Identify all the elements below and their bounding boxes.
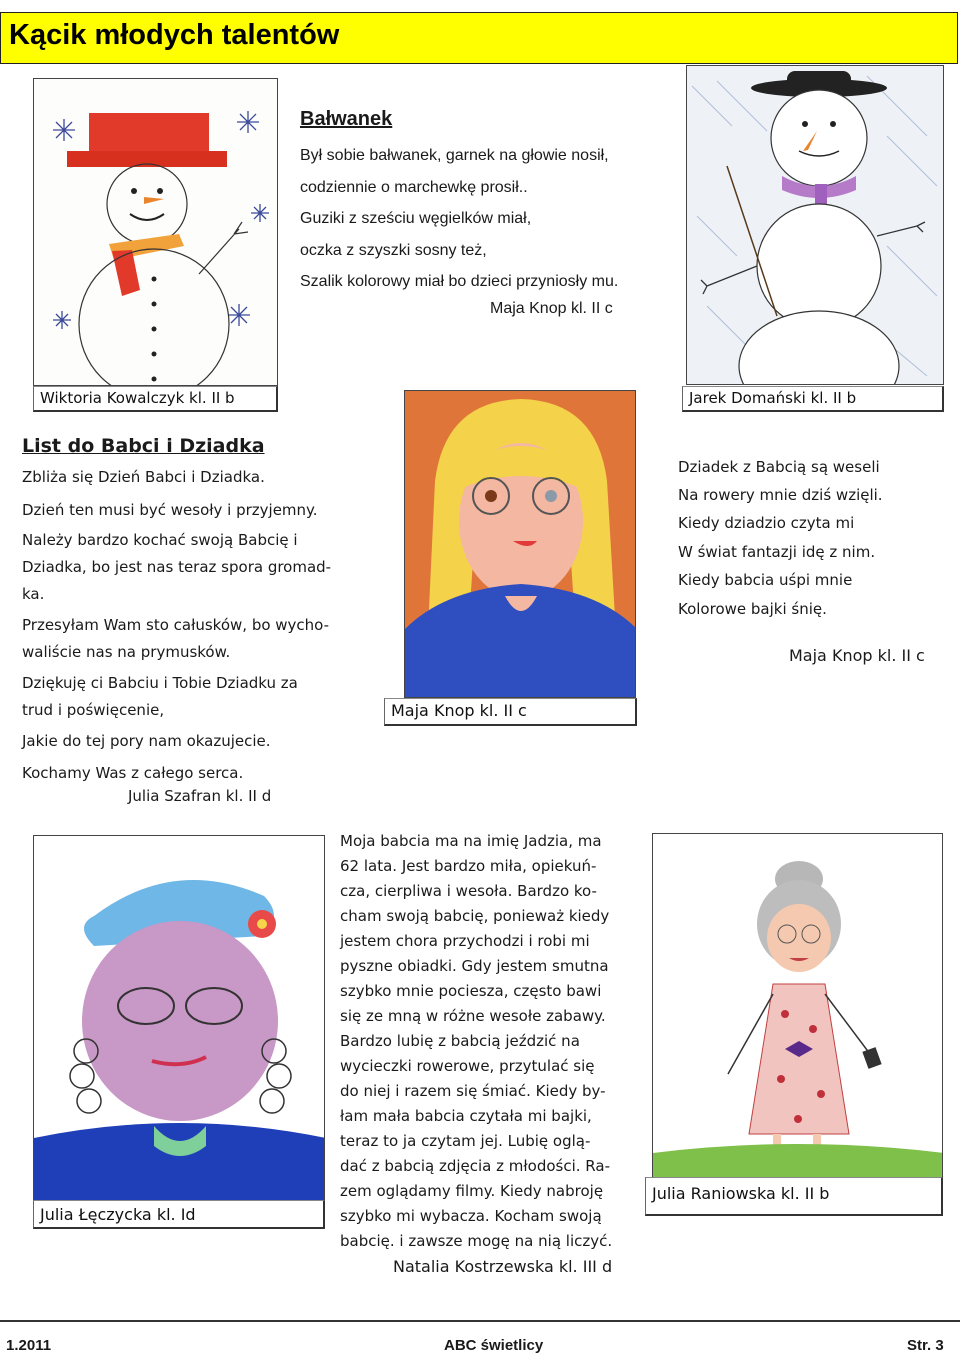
poem-balwanek-title: Bałwanek bbox=[300, 108, 393, 130]
poem-balwanek-text bbox=[300, 140, 675, 298]
story-line: jestem chora przychodzi i robi mi bbox=[340, 932, 590, 950]
poem-line: oczka z szyszki sosny też, bbox=[300, 241, 487, 259]
grandma-portrait-illustration bbox=[405, 391, 636, 698]
story-line: 62 lata. Jest bardzo miła, opiekuń- bbox=[340, 857, 597, 875]
letter-line: waliście nas na prymusków. bbox=[22, 643, 231, 661]
letter-line: Dziękuję ci Babciu i Tobie Dziadku za bbox=[22, 674, 298, 692]
story-text bbox=[340, 832, 640, 1257]
poem-balwanek-author: Maja Knop kl. II c bbox=[490, 300, 613, 317]
snowman-right-illustration bbox=[687, 66, 944, 385]
poem-line: Na rowery mnie dziś wzięli. bbox=[678, 486, 883, 504]
story-line: teraz to ja czytam jej. Lubię oglą- bbox=[340, 1132, 591, 1150]
hat bbox=[787, 71, 851, 89]
snowman-right-drawing bbox=[686, 65, 944, 385]
poem-dziadek-text bbox=[678, 458, 948, 628]
letter-line: ka. bbox=[22, 585, 45, 603]
grandma-standing-illustration bbox=[653, 834, 943, 1180]
story-line: dać z babcią zdjęcia z młodości. Ra- bbox=[340, 1157, 610, 1175]
poem-line: Był sobie bałwanek, garnek na głowie nosił, bbox=[300, 147, 609, 164]
story-line: babcię. i zawsze mogę na nią liczyć. bbox=[340, 1232, 613, 1250]
poem-line: Kiedy babcia uśpi mnie bbox=[678, 571, 853, 589]
story-line: pyszne obiadki. Gdy jestem smutna bbox=[340, 957, 609, 975]
story-line: wycieczki rowerowe, przytulać się bbox=[340, 1057, 595, 1075]
face bbox=[82, 921, 278, 1121]
letter-text bbox=[22, 468, 367, 792]
hat-brim bbox=[67, 151, 227, 167]
poem-line: Kiedy dziadzio czyta mi bbox=[678, 514, 855, 532]
story-line: cham swoją babcię, ponieważ kiedy bbox=[340, 907, 610, 925]
grandma-portrait-caption: Maja Knop kl. II c bbox=[384, 698, 637, 726]
poem-line: Dziadek z Babcią są weseli bbox=[678, 458, 880, 476]
letter-line: trud i poświęcenie, bbox=[22, 701, 165, 719]
footer-date: 1.2011 bbox=[6, 1337, 52, 1354]
letter-author: Julia Szafran kl. II d bbox=[128, 787, 272, 805]
footer-page: Str. 3 bbox=[907, 1337, 944, 1354]
letter-line: Dziadka, bo jest nas teraz spora gromad- bbox=[22, 558, 332, 576]
face bbox=[767, 904, 831, 972]
letter-line: Dzień ten musi być wesoły i przyjemny. bbox=[22, 501, 318, 519]
snowman-left-illustration bbox=[34, 79, 278, 386]
hat bbox=[89, 113, 209, 155]
poem-dziadek-author: Maja Knop kl. II c bbox=[789, 646, 925, 665]
story-line: Bardzo lubię z babcią jeździć na bbox=[340, 1032, 580, 1050]
letter-line: Kochamy Was z całego serca. bbox=[22, 764, 244, 782]
sweater bbox=[34, 1123, 325, 1207]
snowman-body bbox=[757, 204, 881, 328]
story-line: szybko mnie pociesza, często bawi bbox=[340, 982, 602, 1000]
letter-line: Przesyłam Wam sto całusków, bo wycho- bbox=[22, 616, 330, 634]
story-line: Moja babcia ma na imię Jadzia, ma bbox=[340, 832, 602, 850]
story-line: cza, cierpliwa i wesoła. Bardzo ko- bbox=[340, 882, 597, 900]
footer-divider bbox=[0, 1320, 960, 1322]
grandma-standing-caption: Julia Raniowska kl. II b bbox=[645, 1177, 943, 1216]
snowman-head bbox=[107, 164, 187, 244]
snowman-left-caption: Wiktoria Kowalczyk kl. II b bbox=[33, 386, 278, 412]
story-author: Natalia Kostrzewska kl. III d bbox=[393, 1257, 613, 1276]
snowman-head bbox=[771, 90, 867, 186]
snowman-right-caption: Jarek Domański kl. II b bbox=[682, 386, 944, 412]
grass bbox=[653, 1144, 943, 1180]
letter-line: Należy bardzo kochać swoją Babcię i bbox=[22, 531, 298, 549]
story-line: szybko mi wybacza. Kocham swoją bbox=[340, 1207, 602, 1225]
letter-line: Zbliża się Dzień Babci i Dziadka. bbox=[22, 468, 265, 486]
poem-line: Kolorowe bajki śnię. bbox=[678, 600, 827, 618]
snowman-left-drawing bbox=[33, 78, 278, 386]
grandma-standing-drawing bbox=[652, 833, 943, 1180]
grandma-portrait-drawing bbox=[404, 390, 636, 698]
poem-line: Szalik kolorowy miał bo dzieci przyniosły mu. bbox=[300, 273, 619, 290]
footer-title: ABC świetlicy bbox=[444, 1337, 544, 1354]
story-line: się ze mną w różne wesołe zabawy. bbox=[340, 1007, 606, 1025]
grandma-flower-illustration bbox=[34, 836, 325, 1207]
page-title: Kącik młodych talentów bbox=[9, 19, 340, 51]
story-line: zem oglądamy filmy. Kiedy nabroję bbox=[340, 1182, 604, 1200]
letter-line: Jakie do tej pory nam okazujecie. bbox=[22, 732, 271, 750]
grandma-flower-drawing bbox=[33, 835, 325, 1207]
poem-line: W świat fantazji idę z nim. bbox=[678, 543, 876, 561]
grandma-flower-caption: Julia Łęczycka kl. Id bbox=[33, 1200, 325, 1229]
poem-line: Guziki z sześciu węgielków miał, bbox=[300, 210, 532, 227]
page-header bbox=[0, 12, 958, 64]
story-line: do niej i razem się śmiać. Kiedy by- bbox=[340, 1082, 606, 1100]
letter-title: List do Babci i Dziadka bbox=[22, 435, 265, 457]
poem-line: codziennie o marchewkę prosił.. bbox=[300, 178, 528, 196]
snowman-body bbox=[79, 249, 229, 386]
story-line: łam mała babcia czytała mi bajki, bbox=[340, 1107, 592, 1125]
